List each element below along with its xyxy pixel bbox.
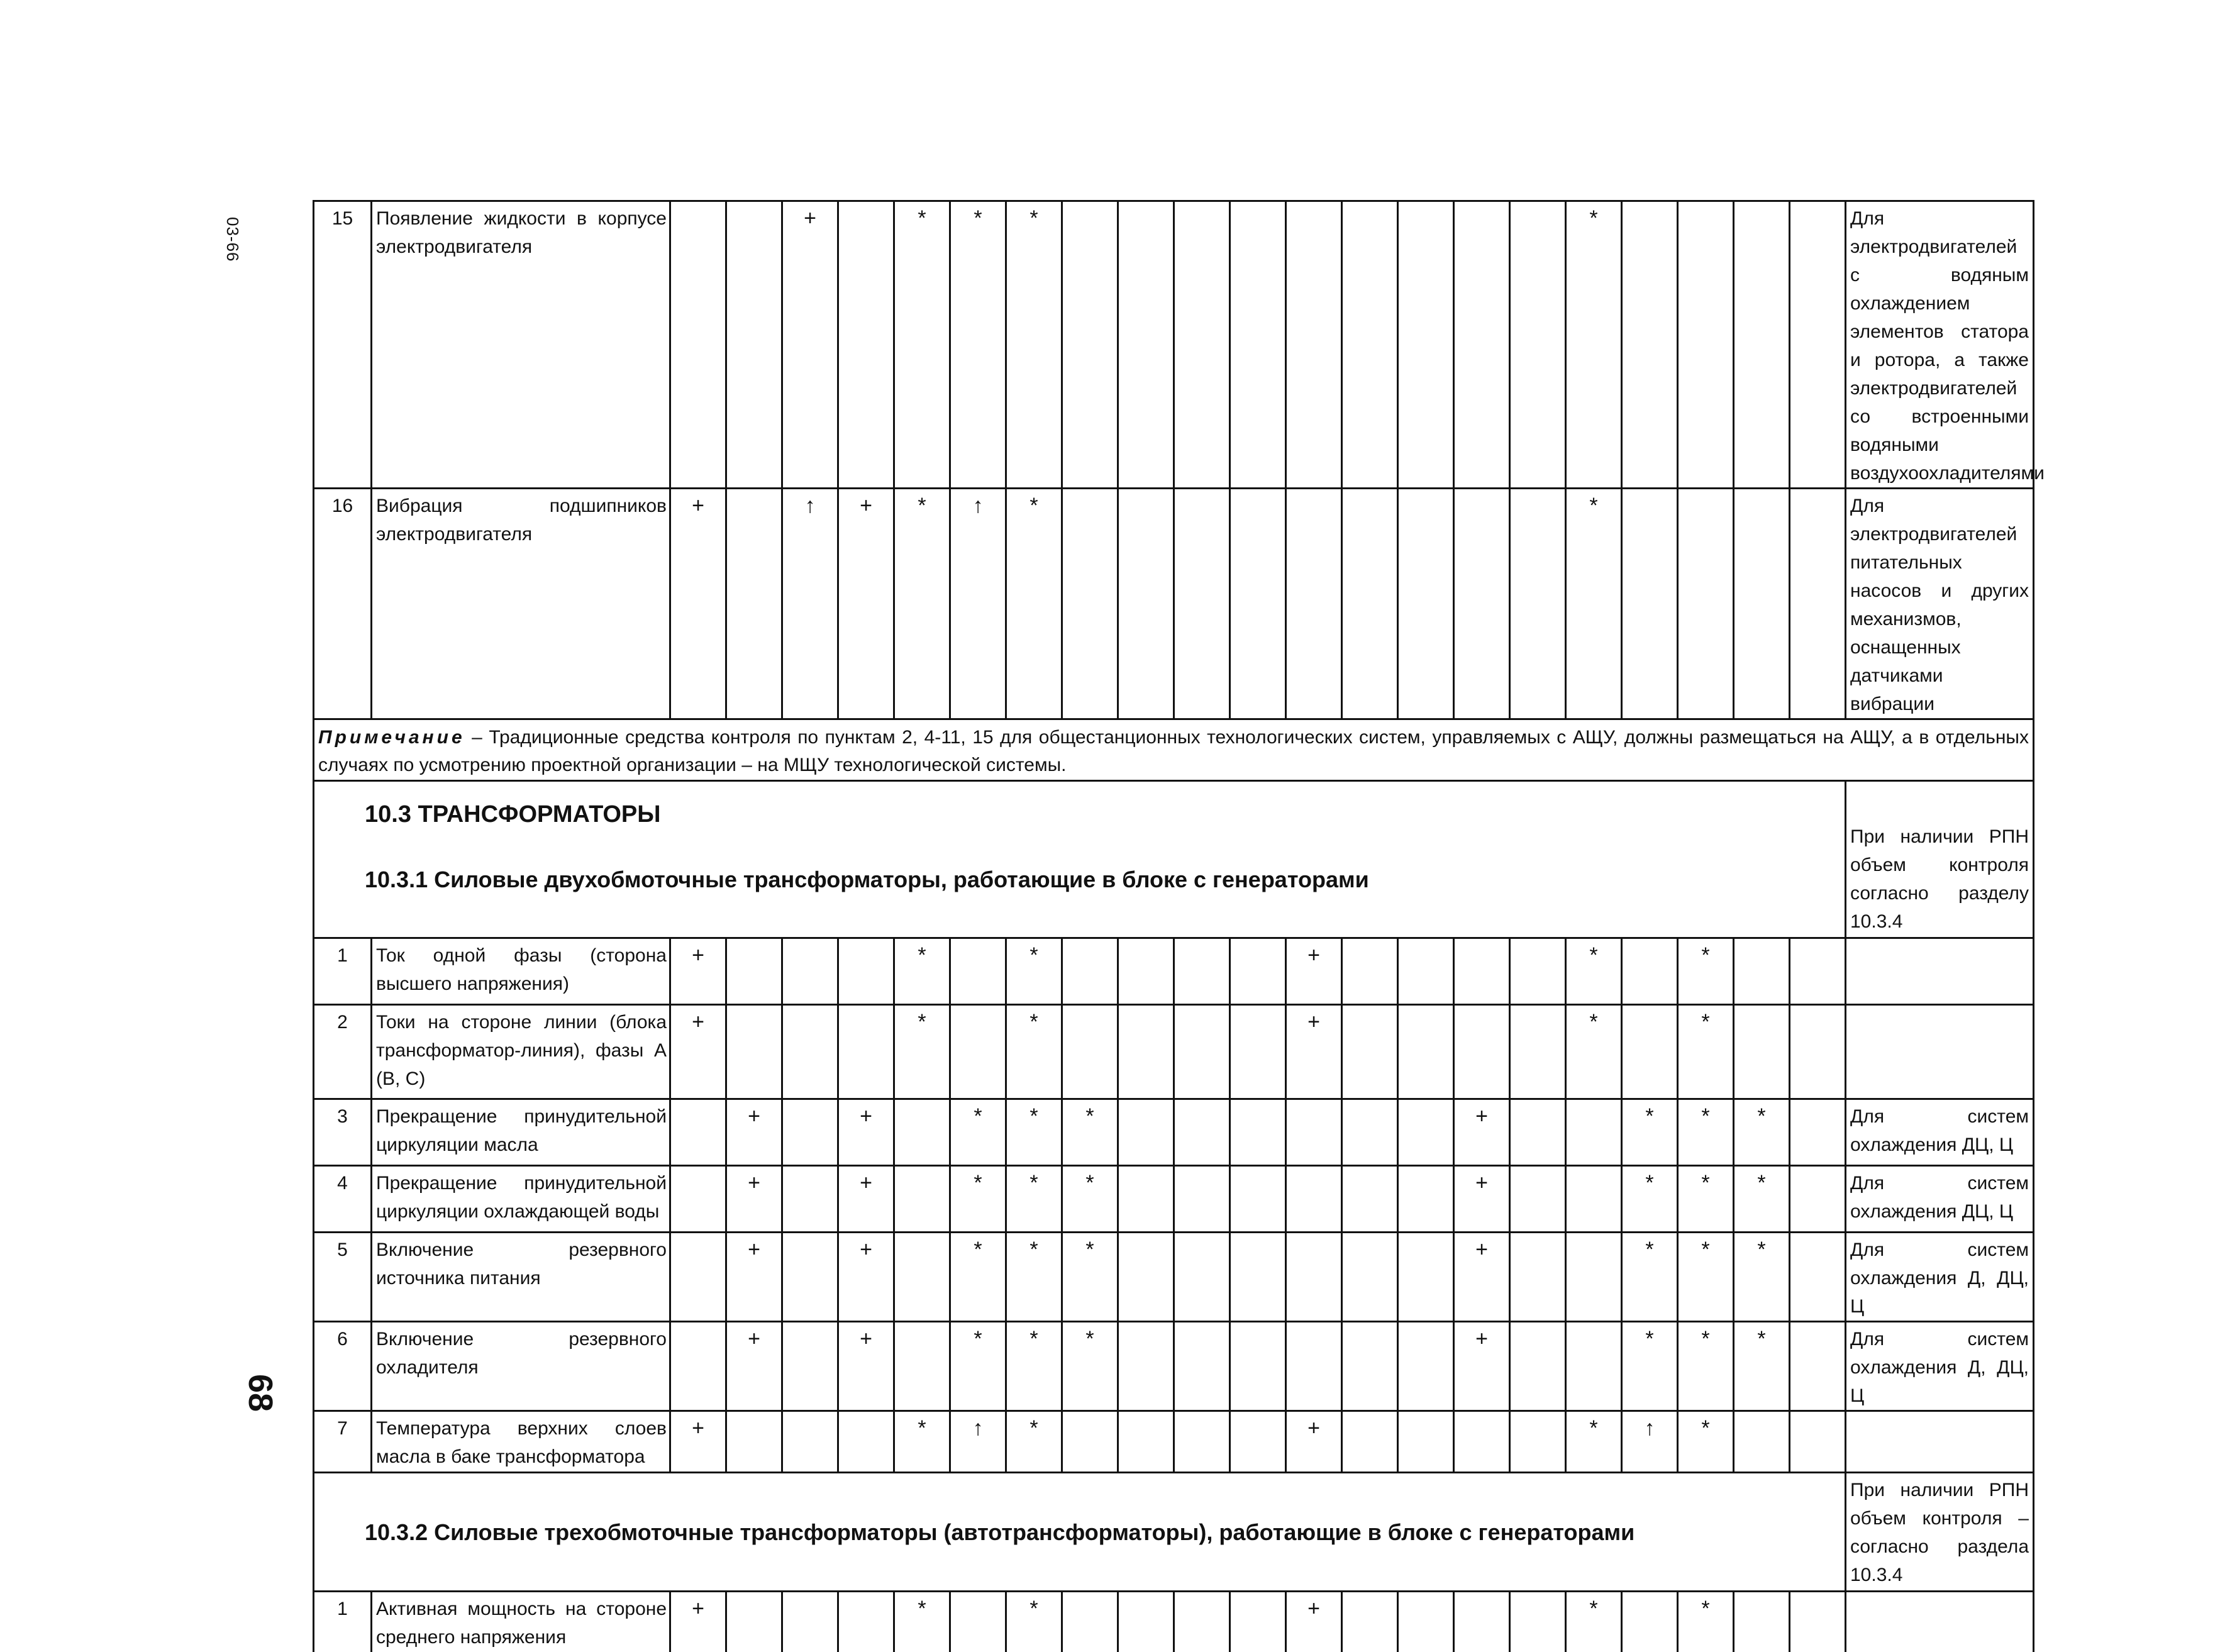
mark-cell — [782, 1322, 838, 1411]
mark-cell — [1790, 1099, 1846, 1166]
mark-cell — [1454, 201, 1510, 489]
specification-table — [313, 200, 2045, 1652]
mark-cell — [1174, 1099, 1230, 1166]
mark-cell: * — [1566, 201, 1622, 489]
section-remark: При наличии РПН объем контроля – согласно раздела 10.3.4 — [1846, 1473, 2034, 1592]
row-number: 6 — [314, 1322, 372, 1411]
row-description: Токи на стороне линии (блока трансформатор-линия), фазы А (В, С) — [372, 1005, 670, 1099]
mark-cell: * — [1006, 489, 1062, 719]
mark-cell — [726, 1411, 782, 1473]
mark-cell — [1342, 1099, 1398, 1166]
mark-cell: * — [1006, 1233, 1062, 1322]
mark-cell — [1062, 1005, 1118, 1099]
mark-cell — [1062, 1592, 1118, 1652]
mark-cell — [1790, 1592, 1846, 1652]
mark-cell — [1118, 201, 1174, 489]
mark-cell — [670, 1166, 726, 1233]
mark-cell: * — [1678, 1322, 1734, 1411]
row-description: Появление жидкости в корпусе электродвигателя — [372, 201, 670, 489]
note-row — [314, 719, 2034, 781]
mark-cell — [726, 1005, 782, 1099]
mark-cell: + — [670, 938, 726, 1005]
mark-cell — [670, 1233, 726, 1322]
mark-cell: * — [894, 1005, 950, 1099]
mark-cell — [950, 938, 1006, 1005]
mark-cell — [1566, 1233, 1622, 1322]
mark-cell — [1230, 1005, 1286, 1099]
mark-cell: + — [838, 1099, 894, 1166]
mark-cell: * — [1622, 1166, 1678, 1233]
mark-cell: * — [1006, 1099, 1062, 1166]
mark-cell — [782, 1592, 838, 1652]
mark-cell — [1062, 1411, 1118, 1473]
table-row — [314, 1005, 2034, 1099]
mark-cell — [1510, 938, 1566, 1005]
mark-cell — [670, 201, 726, 489]
mark-cell — [1398, 1233, 1454, 1322]
mark-cell: + — [1454, 1233, 1510, 1322]
mark-cell — [1286, 1322, 1342, 1411]
row-number: 2 — [314, 1005, 372, 1099]
mark-cell — [782, 1411, 838, 1473]
mark-cell — [1622, 1005, 1678, 1099]
mark-cell — [1062, 938, 1118, 1005]
mark-cell: * — [1678, 1166, 1734, 1233]
mark-cell — [1230, 201, 1286, 489]
mark-cell — [1790, 489, 1846, 719]
mark-cell — [1622, 201, 1678, 489]
mark-cell — [1790, 1411, 1846, 1473]
mark-cell: + — [838, 1322, 894, 1411]
row-remark: Для электродвигателей питательных насосов и других механизмов, оснащенных датчиками вибрации — [1846, 489, 2034, 719]
mark-cell — [1342, 1411, 1398, 1473]
mark-cell — [1566, 1166, 1622, 1233]
mark-cell — [782, 1005, 838, 1099]
table-row — [314, 1233, 2034, 1322]
mark-cell — [1118, 489, 1174, 719]
mark-cell — [1286, 489, 1342, 719]
mark-cell: * — [1734, 1233, 1790, 1322]
mark-cell — [1342, 1005, 1398, 1099]
mark-cell: * — [1006, 1166, 1062, 1233]
mark-cell — [1174, 489, 1230, 719]
mark-cell: * — [894, 1592, 950, 1652]
mark-cell — [670, 1099, 726, 1166]
mark-cell: ↑ — [950, 1411, 1006, 1473]
mark-cell — [1454, 1592, 1510, 1652]
specification-table-frame — [313, 200, 2045, 1648]
row-description: Температура верхних слоев масла в баке трансформатора — [372, 1411, 670, 1473]
mark-cell — [1454, 1411, 1510, 1473]
mark-cell: * — [1006, 1322, 1062, 1411]
mark-cell: + — [1286, 1005, 1342, 1099]
row-description: Ток одной фазы (сторона высшего напряжения) — [372, 938, 670, 1005]
mark-cell — [782, 938, 838, 1005]
row-description: Прекращение принудительной циркуляции масла — [372, 1099, 670, 1166]
mark-cell — [782, 1166, 838, 1233]
mark-cell — [1174, 1411, 1230, 1473]
mark-cell: + — [1286, 938, 1342, 1005]
mark-cell: * — [1006, 1005, 1062, 1099]
subsection-title: 10.3.1 Силовые двухобмоточные трансформаторы, работающие в блоке с генераторами — [365, 867, 1369, 892]
mark-cell — [1398, 1592, 1454, 1652]
section-title: 10.3 ТРАНСФОРМАТОРЫ — [365, 801, 661, 828]
mark-cell — [1174, 1592, 1230, 1652]
row-remark — [1846, 938, 2034, 1005]
mark-cell: * — [1566, 938, 1622, 1005]
mark-cell: * — [1062, 1166, 1118, 1233]
mark-cell: + — [1286, 1592, 1342, 1652]
mark-cell — [1398, 938, 1454, 1005]
mark-cell — [1174, 1166, 1230, 1233]
mark-cell — [1398, 1005, 1454, 1099]
table-row — [314, 1322, 2034, 1411]
mark-cell: * — [1006, 1592, 1062, 1652]
row-description: Прекращение принудительной циркуляции охлаждающей воды — [372, 1166, 670, 1233]
mark-cell: ↑ — [782, 489, 838, 719]
mark-cell: + — [838, 1233, 894, 1322]
mark-cell — [670, 1322, 726, 1411]
mark-cell — [1398, 1099, 1454, 1166]
mark-cell — [1230, 1592, 1286, 1652]
row-number: 7 — [314, 1411, 372, 1473]
mark-cell: + — [726, 1099, 782, 1166]
row-remark: Для систем охлаждения Д, ДЦ, Ц — [1846, 1322, 2034, 1411]
mark-cell — [1790, 1322, 1846, 1411]
mark-cell — [1342, 938, 1398, 1005]
mark-cell — [1678, 489, 1734, 719]
row-remark — [1846, 1592, 2034, 1652]
mark-cell — [1734, 1005, 1790, 1099]
mark-cell — [838, 1411, 894, 1473]
mark-cell: + — [726, 1233, 782, 1322]
mark-cell: + — [726, 1166, 782, 1233]
mark-cell — [1790, 201, 1846, 489]
table-row — [314, 1411, 2034, 1473]
row-number: 16 — [314, 489, 372, 719]
mark-cell — [1342, 201, 1398, 489]
section-row-10-3-1 — [314, 781, 2034, 938]
mark-cell — [1342, 489, 1398, 719]
mark-cell — [726, 1592, 782, 1652]
row-number: 1 — [314, 938, 372, 1005]
mark-cell — [1510, 489, 1566, 719]
page-number: 68 — [241, 1374, 279, 1412]
mark-cell — [1790, 1166, 1846, 1233]
mark-cell — [1342, 1166, 1398, 1233]
row-remark: Для систем охлаждения ДЦ, Ц — [1846, 1166, 2034, 1233]
mark-cell — [1174, 201, 1230, 489]
section-heading-cell — [314, 1473, 1846, 1592]
mark-cell — [1622, 938, 1678, 1005]
mark-cell — [1230, 1099, 1286, 1166]
mark-cell — [1118, 1411, 1174, 1473]
table-row — [314, 489, 2034, 719]
mark-cell: * — [1734, 1166, 1790, 1233]
mark-cell — [1062, 201, 1118, 489]
mark-cell — [1230, 1411, 1286, 1473]
mark-cell — [1286, 1233, 1342, 1322]
mark-cell — [950, 1592, 1006, 1652]
mark-cell — [1398, 201, 1454, 489]
mark-cell — [1790, 1233, 1846, 1322]
mark-cell: * — [1678, 1411, 1734, 1473]
mark-cell — [1398, 489, 1454, 719]
mark-cell — [726, 489, 782, 719]
mark-cell — [1678, 201, 1734, 489]
mark-cell — [1118, 1166, 1174, 1233]
mark-cell: * — [1062, 1322, 1118, 1411]
mark-cell — [1510, 1233, 1566, 1322]
section-remark: При наличии РПН объем контроля согласно разделу 10.3.4 — [1846, 781, 2034, 938]
mark-cell — [1118, 1322, 1174, 1411]
mark-cell — [1230, 1233, 1286, 1322]
document-code: 03-66 — [223, 217, 242, 262]
mark-cell: * — [894, 938, 950, 1005]
row-description: Вибрация подшипников электродвигателя — [372, 489, 670, 719]
table-row — [314, 1592, 2034, 1652]
mark-cell — [1230, 938, 1286, 1005]
mark-cell — [838, 201, 894, 489]
mark-cell — [1510, 201, 1566, 489]
mark-cell — [1174, 1005, 1230, 1099]
mark-cell: + — [1286, 1411, 1342, 1473]
mark-cell: * — [1566, 1005, 1622, 1099]
mark-cell — [1790, 938, 1846, 1005]
mark-cell — [894, 1233, 950, 1322]
mark-cell — [1566, 1099, 1622, 1166]
mark-cell — [1734, 201, 1790, 489]
table-row — [314, 201, 2034, 489]
mark-cell — [950, 1005, 1006, 1099]
mark-cell: + — [1454, 1322, 1510, 1411]
mark-cell: * — [1678, 1005, 1734, 1099]
mark-cell — [1622, 489, 1678, 719]
mark-cell — [1734, 938, 1790, 1005]
mark-cell — [1342, 1592, 1398, 1652]
mark-cell — [1510, 1005, 1566, 1099]
mark-cell: * — [1006, 1411, 1062, 1473]
row-remark: Для систем охлаждения Д, ДЦ, Ц — [1846, 1233, 2034, 1322]
mark-cell — [726, 938, 782, 1005]
mark-cell: + — [838, 489, 894, 719]
mark-cell: * — [1006, 201, 1062, 489]
mark-cell — [838, 1005, 894, 1099]
mark-cell: * — [950, 201, 1006, 489]
mark-cell — [838, 1592, 894, 1652]
mark-cell — [1398, 1411, 1454, 1473]
mark-cell: * — [1062, 1233, 1118, 1322]
mark-cell: * — [1006, 938, 1062, 1005]
mark-cell — [1342, 1322, 1398, 1411]
mark-cell — [1118, 1005, 1174, 1099]
row-description: Включение резервного источника питания — [372, 1233, 670, 1322]
mark-cell: * — [1566, 489, 1622, 719]
mark-cell: + — [670, 1592, 726, 1652]
mark-cell — [1510, 1166, 1566, 1233]
mark-cell — [1510, 1099, 1566, 1166]
mark-cell: * — [894, 201, 950, 489]
row-remark — [1846, 1005, 2034, 1099]
mark-cell: + — [670, 1005, 726, 1099]
mark-cell — [782, 1099, 838, 1166]
mark-cell: * — [950, 1099, 1006, 1166]
mark-cell: * — [1678, 1233, 1734, 1322]
mark-cell — [1174, 938, 1230, 1005]
mark-cell — [1118, 1233, 1174, 1322]
table-row — [314, 1099, 2034, 1166]
mark-cell: * — [1566, 1592, 1622, 1652]
mark-cell — [1230, 489, 1286, 719]
table-row — [314, 938, 2034, 1005]
mark-cell — [1230, 1322, 1286, 1411]
mark-cell: + — [1454, 1166, 1510, 1233]
mark-cell: * — [1622, 1099, 1678, 1166]
note-cell — [314, 719, 2034, 781]
row-description: Активная мощность на стороне среднего напряжения — [372, 1592, 670, 1652]
note-title: Примечание — [318, 727, 465, 748]
mark-cell — [1398, 1166, 1454, 1233]
mark-cell — [1118, 938, 1174, 1005]
mark-cell: * — [1062, 1099, 1118, 1166]
mark-cell — [1566, 1322, 1622, 1411]
mark-cell: * — [894, 1411, 950, 1473]
mark-cell — [1174, 1233, 1230, 1322]
mark-cell: * — [1678, 1099, 1734, 1166]
row-remark — [1846, 1411, 2034, 1473]
section-row-10-3-2 — [314, 1473, 2034, 1592]
mark-cell — [1454, 938, 1510, 1005]
note-text: – Традиционные средства контроля по пунктам 2, 4-11, 15 для общестанционных технологических систем, управляемых с АЩУ, должны размещаться на АЩУ, а в отдельных случаях по усмотрению проектной организации – на МЩУ технологической системы. — [318, 727, 2029, 775]
mark-cell — [1734, 1411, 1790, 1473]
mark-cell: * — [1622, 1322, 1678, 1411]
mark-cell — [1510, 1411, 1566, 1473]
mark-cell: * — [1734, 1099, 1790, 1166]
mark-cell: + — [726, 1322, 782, 1411]
mark-cell — [1734, 1592, 1790, 1652]
mark-cell — [1286, 201, 1342, 489]
mark-cell: + — [1454, 1099, 1510, 1166]
mark-cell — [1174, 1322, 1230, 1411]
mark-cell: + — [838, 1166, 894, 1233]
mark-cell — [1622, 1592, 1678, 1652]
mark-cell — [1062, 489, 1118, 719]
mark-cell — [1286, 1099, 1342, 1166]
mark-cell: * — [950, 1322, 1006, 1411]
mark-cell — [894, 1166, 950, 1233]
mark-cell — [782, 1233, 838, 1322]
mark-cell: * — [1566, 1411, 1622, 1473]
mark-cell — [838, 938, 894, 1005]
mark-cell — [1230, 1166, 1286, 1233]
table-row — [314, 1166, 2034, 1233]
row-number: 3 — [314, 1099, 372, 1166]
mark-cell: * — [1734, 1322, 1790, 1411]
mark-cell — [1286, 1166, 1342, 1233]
section-heading-cell — [314, 781, 1846, 938]
mark-cell: * — [950, 1233, 1006, 1322]
mark-cell — [1398, 1322, 1454, 1411]
row-number: 5 — [314, 1233, 372, 1322]
mark-cell — [1118, 1099, 1174, 1166]
row-number: 15 — [314, 201, 372, 489]
mark-cell — [1342, 1233, 1398, 1322]
mark-cell — [894, 1099, 950, 1166]
mark-cell: * — [1678, 938, 1734, 1005]
mark-cell — [1734, 489, 1790, 719]
mark-cell — [1790, 1005, 1846, 1099]
mark-cell — [1510, 1322, 1566, 1411]
mark-cell: + — [670, 489, 726, 719]
row-remark: Для систем охлаждения ДЦ, Ц — [1846, 1099, 2034, 1166]
row-remark: Для электродвигателей с водяным охлаждением элементов статора и ротора, а также электродвигателей со встроенными водяными воздухоохладителями — [1846, 201, 2034, 489]
mark-cell: + — [782, 201, 838, 489]
mark-cell — [1118, 1592, 1174, 1652]
row-description: Включение резервного охладителя — [372, 1322, 670, 1411]
mark-cell — [1454, 1005, 1510, 1099]
mark-cell — [894, 1322, 950, 1411]
mark-cell: * — [950, 1166, 1006, 1233]
row-number: 4 — [314, 1166, 372, 1233]
mark-cell: * — [1622, 1233, 1678, 1322]
subsection-title: 10.3.2 Силовые трехобмоточные трансформаторы (автотрансформаторы), работающие в блоке с генераторами — [365, 1519, 1635, 1545]
mark-cell — [1454, 489, 1510, 719]
mark-cell — [1510, 1592, 1566, 1652]
mark-cell: * — [1678, 1592, 1734, 1652]
mark-cell: ↑ — [950, 489, 1006, 719]
mark-cell: * — [894, 489, 950, 719]
mark-cell: + — [670, 1411, 726, 1473]
mark-cell — [726, 201, 782, 489]
row-number: 1 — [314, 1592, 372, 1652]
mark-cell: ↑ — [1622, 1411, 1678, 1473]
